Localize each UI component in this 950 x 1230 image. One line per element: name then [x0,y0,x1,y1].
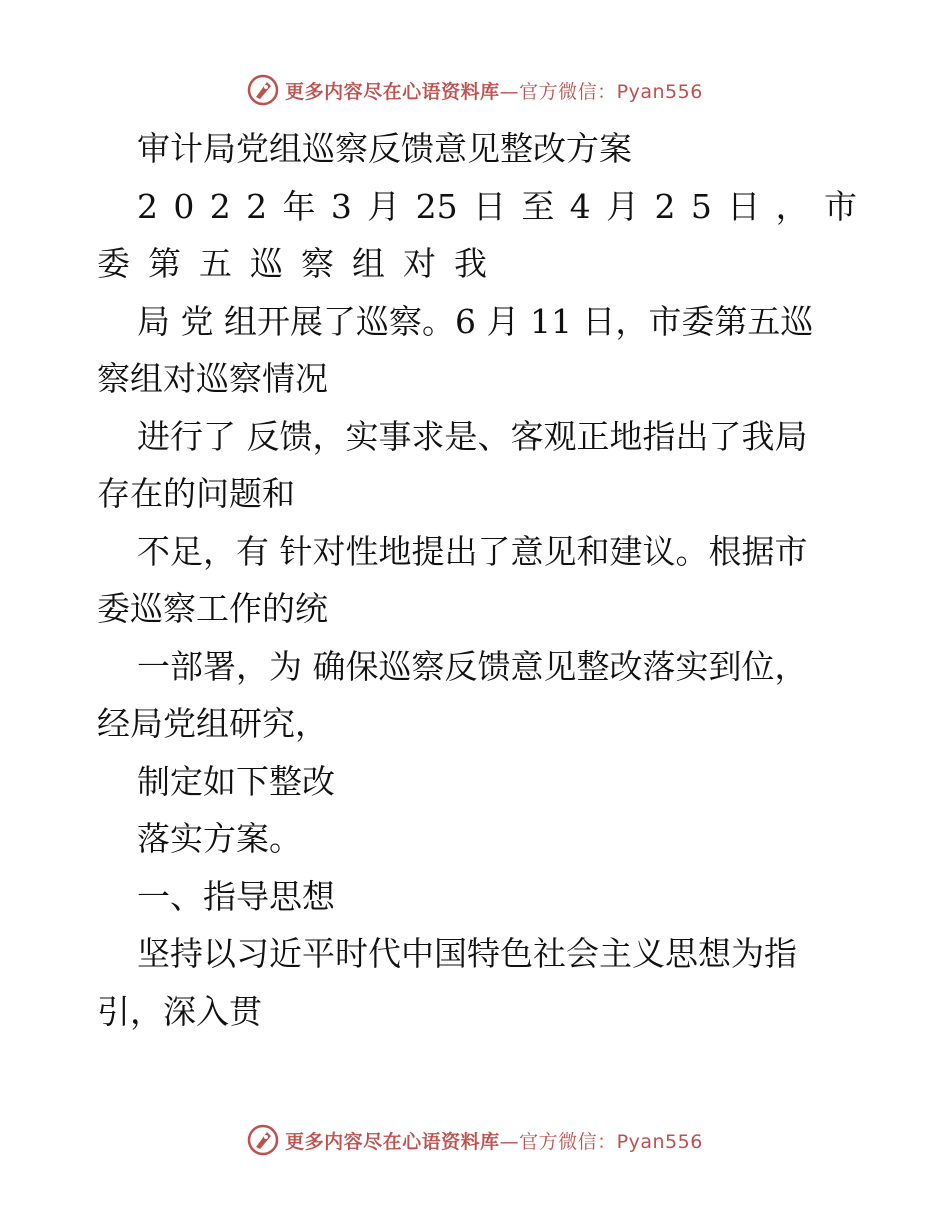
spaced-char: ， [775,186,809,226]
date-line-continued [97,235,487,293]
spaced-char: 月 [606,186,640,226]
spaced-char: 年 [282,186,316,226]
spaced-char: 市 [824,186,857,226]
spaced-char: 对 [403,244,436,283]
paragraph-line: 落实方案。 [137,819,302,858]
spaced-char: 3 [330,186,352,226]
paragraph-line: 引，深入贯 [97,991,262,1031]
section-heading: 一、指导思想 [137,876,335,916]
spaced-char: 日 [727,186,761,226]
spaced-char: 5 [690,186,712,226]
spaced-char: 25 [415,186,458,226]
watermark-text: 更多内容尽在心语资料库—官方微信：Pyan556 [285,1130,703,1153]
spaced-char: 我 [454,244,487,283]
spaced-char: 组 [352,244,385,283]
paragraph-line: 局 党 组开展了巡察。6 月 11 日，市委第五巡 [137,301,814,341]
watermark-header [0,70,950,110]
document-title: 审计局党组巡察反馈意见整改方案 [137,129,632,168]
spaced-char: 0 [173,186,195,226]
spaced-char: 4 [569,186,591,226]
paragraph-line: 经局党组研究， [97,704,328,743]
spaced-char: 2 [246,186,268,226]
paragraph-line: 坚持以习近平时代中国特色社会主义思想为指 [137,934,797,973]
spaced-char: 2 [209,186,231,226]
spaced-char: 2 [137,186,158,226]
paragraph-line: 委巡察工作的统 [97,589,328,628]
paragraph-line: 存在的问题和 [97,474,295,513]
paragraph-line: 察组对巡察情况 [97,359,328,398]
pen-nib-logo-icon [247,74,279,106]
date-line [97,178,857,236]
paragraph-line: 进行了 反馈，实事求是、客观正地指出了我局 [137,416,808,456]
paragraph-line: 不足，有 针对性地提出了意见和建议。根据市 [137,531,808,571]
watermark-footer [0,1120,950,1160]
watermark-text: 更多内容尽在心语资料库—官方微信：Pyan556 [285,80,703,103]
spaced-char: 至 [521,186,555,226]
spaced-char: 月 [367,186,401,226]
spaced-char: 五 [199,244,232,283]
paragraph-line: 一部署，为 确保巡察反馈意见整改落实到位， [137,646,808,686]
document-body [97,120,857,1040]
spaced-char: 2 [654,186,676,226]
paragraph-line: 制定如下整改 [137,761,335,801]
spaced-char: 察 [301,244,334,283]
spaced-char: 巡 [250,244,283,283]
pen-nib-logo-icon [247,1124,279,1156]
spaced-char: 第 [148,244,181,283]
spaced-char: 委 [97,244,130,283]
spaced-char: 日 [473,186,506,226]
